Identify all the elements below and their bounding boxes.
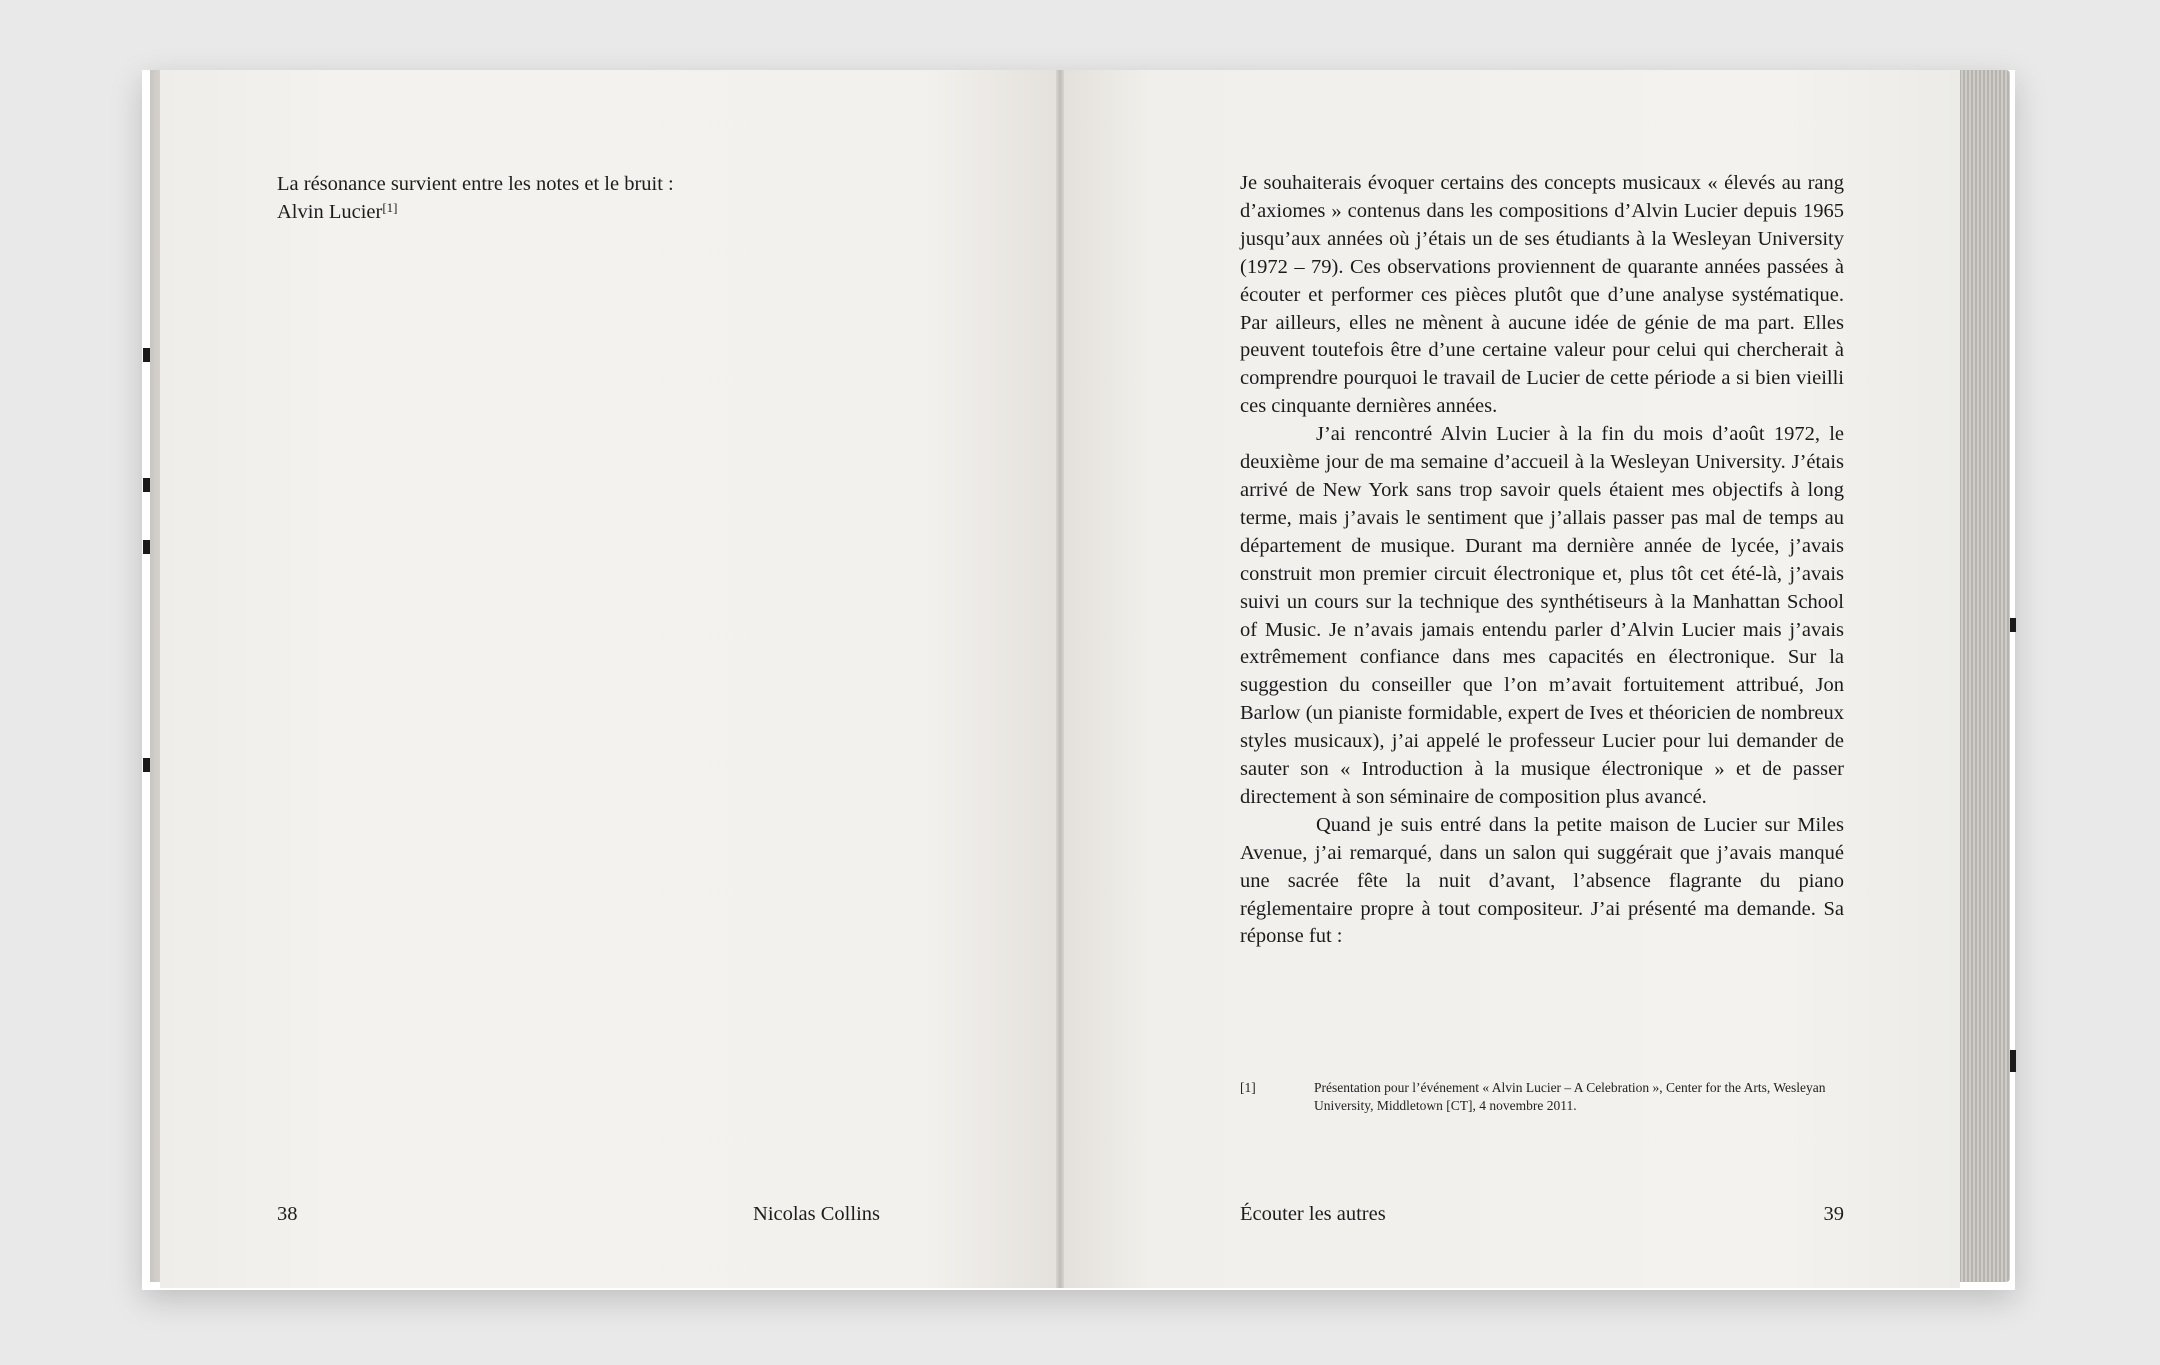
chapter-title-line2: Alvin Lucier xyxy=(277,201,383,223)
running-head-title: Écouter les autres xyxy=(1240,1203,1386,1225)
page-number-left: 38 xyxy=(277,1203,298,1225)
footnote-number: [1] xyxy=(1240,1080,1256,1095)
paragraph-3: Quand je suis entré dans la petite maison de Lucier sur Miles Avenue, j’ai remarqué, dans un salon qui suggérait que j’avais manqué une sacrée fête la nuit d’avant, l’absence flagrante du piano réglementaire propre à tout compositeur. J’ai présenté ma demande. Sa réponse fut : xyxy=(1240,813,1844,948)
footnote-ref[interactable]: [1] xyxy=(382,200,398,215)
footnote xyxy=(1240,1079,1844,1115)
book-gutter xyxy=(1056,70,1064,1288)
chapter-title xyxy=(277,170,837,226)
paragraph-2: J’ai rencontré Alvin Lucier à la fin du mois d’août 1972, le deuxième jour de ma semaine d’accueil à la Wesleyan University. J’étais arrivé de New York sans trop savoir quels étaient mes objectifs à long terme, mais j’avais le sentiment que j’allais passer pas mal de temps au département de musique. Durant ma dernière année de lycée, j’avais construit mon premier circuit électronique et, plus tôt cet été-là, j’avais suivi un cours sur la technique des synthétiseurs à la Manhattan School of Music. Je n’avais jamais entendu parler d’Alvin Lucier mais j’avais extrêmement confiance dans mes capacités en électronique. Sur la suggestion du conseiller que l’on m’avait fortuitement attribué, Jon Barlow (un pianiste formidable, expert de Ives et théoricien de nombreux styles musicaux), j’ai appelé le professeur Lucier pour lui demander de sauter son « Introduction à la musique électronique » et de passer directement à son séminaire de composition plus avancé. xyxy=(1240,423,1844,808)
running-head-author: Nicolas Collins xyxy=(753,1203,880,1225)
body-text xyxy=(1240,170,1844,951)
paragraph-1: Je souhaiterais évoquer certains des concepts musicaux « élevés au rang d’axiomes » contenus dans les compositions d’Alvin Lucier depuis 1965 jusqu’aux années où j’étais un de ses étudiants à la Wesleyan University (1972 – 79). Ces observations proviennent de quarante années passées à écouter et performer ces pièces plutôt que d’une analyse systématique. Par ailleurs, elles ne mènent à aucune idée de génie de ma part. Elles peuvent toutefois être d’une certaine valeur pour celui qui chercherait à comprendre pourquoi le travail de Lucier de cette période a si bien vieilli ces cinquante dernières années. xyxy=(1240,172,1844,418)
page-number-right: 39 xyxy=(1823,1203,1844,1225)
page-edges-right xyxy=(1955,70,2010,1282)
footnote-text: Présentation pour l’événement « Alvin Lucier – A Celebration », Center for the Arts, Wesleyan University, Middletown [CT], 4 novembre 2011. xyxy=(1314,1080,1826,1113)
left-page xyxy=(160,70,1060,1288)
chapter-title-line1: La résonance survient entre les notes et le bruit : xyxy=(277,173,674,195)
